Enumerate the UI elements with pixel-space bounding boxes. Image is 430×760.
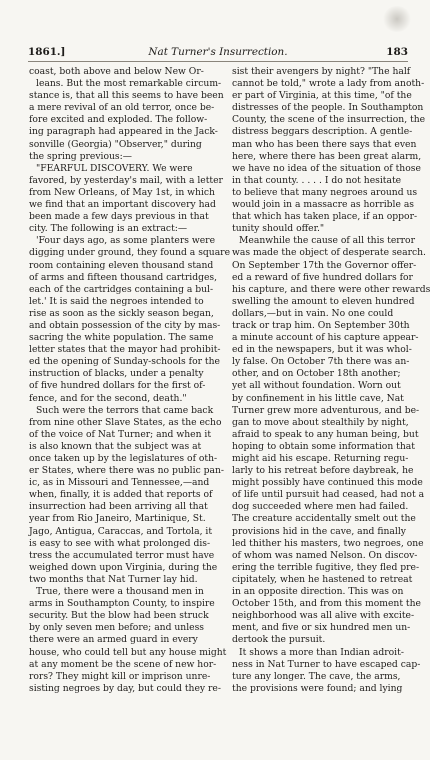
header-year: 1861.]: [28, 46, 66, 58]
text-line: distresses of the people. In Southampton: [232, 102, 424, 114]
text-line: in an opposite direction. This was on: [232, 586, 404, 598]
text-line: County, the scene of the insurrection, the: [232, 114, 426, 126]
text-line: by only seven men before; and unless: [29, 622, 205, 634]
text-line: ic, as in Missouri and Tennessee,—and: [29, 477, 210, 489]
text-line: swelling the amount to eleven hundred: [232, 295, 415, 307]
text-line: there were an armed guard in every: [29, 634, 198, 646]
text-line: Such were the terrors that came back: [36, 404, 214, 416]
running-header: [28, 44, 408, 60]
running-title: Nat Turner's Insurrection.: [148, 46, 288, 58]
text-line: let.' It is said the negroes intended to: [29, 295, 204, 307]
text-line: track or trap him. On September 30th: [232, 319, 410, 331]
text-line: insurrection had been arriving all that: [29, 501, 208, 513]
text-line: larly to his retreat before daybreak, he: [232, 465, 414, 477]
text-line: dertook the pursuit.: [232, 634, 326, 646]
text-line: of whom was named Nelson. On discov-: [232, 549, 418, 561]
text-line: distress beggars description. A gentle-: [232, 126, 413, 138]
text-line: a minute account of his capture appear-: [232, 332, 419, 344]
text-line: October 15th, and from this moment the: [232, 598, 421, 610]
page-stain: [382, 6, 412, 32]
text-line: neighborhood was all alive with excite-: [232, 610, 415, 622]
text-line: er part of Virginia, at this time, "of the: [232, 90, 412, 102]
text-line: rors? They might kill or imprison unre-: [29, 670, 211, 682]
text-line: Meanwhile the cause of all this terror: [239, 235, 415, 247]
text-line: fence, and for the second, death.": [29, 392, 187, 404]
text-line: we find that an important discovery had: [29, 199, 216, 211]
text-line: was made the object of desperate search.: [232, 247, 426, 259]
text-line: each of the cartridges containing a bul-: [29, 283, 214, 295]
text-line: It shows a more than Indian adroit-: [239, 646, 404, 658]
text-line: city. The following is an extract:—: [29, 223, 188, 235]
text-line: would join in a massacre as horrible as: [232, 199, 415, 211]
text-line: dog succeeded where men had failed.: [232, 501, 409, 513]
text-line: Turner grew more adventurous, and be-: [232, 404, 420, 416]
text-line: from New Orleans, of May 1st, in which: [29, 186, 215, 198]
text-line: 'Four days ago, as some planters were: [36, 235, 216, 247]
text-line: ness in Nat Turner to have escaped cap-: [232, 658, 421, 670]
text-line: provisions hid in the cave, and finally: [232, 525, 406, 537]
text-line: letter states that the mayor had prohibit-: [29, 344, 221, 356]
text-line: True, there were a thousand men in: [36, 586, 204, 598]
text-line: here, where there has been great alarm,: [232, 150, 422, 162]
text-line: year from Rio Janeiro, Martinique, St.: [29, 513, 206, 525]
text-line: ing paragraph had appeared in the Jack-: [29, 126, 218, 138]
text-line: ed in the newspapers, but it was whol-: [232, 344, 412, 356]
text-line: two months that Nat Turner lay hid.: [29, 573, 198, 585]
text-line: ed a reward of five hundred dollars for: [232, 271, 413, 283]
text-line: the spring previous:—: [29, 150, 132, 162]
text-line: room containing eleven thousand stand: [29, 259, 214, 271]
text-line: is easy to see with what prolonged dis-: [29, 537, 211, 549]
text-line: man who has been there says that even: [232, 138, 417, 150]
text-line: Jago, Antigua, Caraccas, and Tortola, it: [29, 525, 213, 537]
text-line: arms in Southampton County, to inspire: [29, 598, 215, 610]
text-line: coast, both above and below New Or-: [29, 66, 204, 77]
text-line: sisting negroes by day, but could they re-: [29, 682, 221, 694]
text-line: in that county. . . . . I do not hesitate: [232, 174, 402, 186]
text-line: dollars,—but in vain. No one could: [232, 307, 394, 319]
text-line: a mere revival of an old terror, once be-: [29, 102, 215, 114]
text-line: led thither his masters, two negroes, one: [232, 537, 424, 549]
text-line: cipitately, when he hastened to retreat: [232, 573, 413, 585]
text-line: rise as soon as the sickly season began,: [29, 307, 214, 319]
text-line: ed the opening of Sunday-schools for the: [29, 356, 220, 368]
text-line: afraid to speak to any human being, but: [232, 428, 419, 440]
text-line: instruction of blacks, under a penalty: [29, 368, 204, 380]
text-line: sacring the white population. The same: [29, 332, 214, 344]
text-line: ment, and five or six hundred men un-: [232, 622, 411, 634]
left-column: [29, 66, 231, 695]
text-line: of arms and fifteen thousand cartridges,: [29, 271, 218, 283]
page-number: 183: [386, 46, 408, 58]
text-line: er States, where there was no public pan-: [29, 465, 225, 477]
text-line: tunity should offer.": [232, 223, 325, 235]
text-line: sist their avengers by night? "The half: [232, 66, 411, 77]
text-line: tress the accumulated terror must have: [29, 549, 215, 561]
text-line: and obtain possession of the city by mas-: [29, 319, 221, 331]
right-column: [232, 66, 430, 695]
text-line: leans. But the most remarkable circum-: [36, 78, 222, 90]
text-line: weighed down upon Virginia, during the: [29, 561, 218, 573]
text-line: house, who could tell but any house might: [29, 646, 227, 658]
text-line: his capture, and there were other rewards: [232, 283, 430, 295]
text-line: gan to move about stealthily by night,: [232, 416, 409, 428]
text-line: the provisions were found; and lying: [232, 682, 403, 694]
text-line: ly false. On October 7th there was an-: [232, 356, 410, 368]
text-line: at any moment be the scene of new hor-: [29, 658, 217, 670]
text-line: digging under ground, they found a square: [29, 247, 231, 259]
text-line: to believe that many negroes around us: [232, 186, 418, 198]
text-line: of life until pursuit had ceased, had not a: [232, 489, 425, 501]
text-line: sonville (Georgia) "Observer," during: [29, 138, 202, 150]
text-line: cannot be told," wrote a lady from anoth-: [232, 78, 425, 90]
text-line: security. But the blow had been struck: [29, 610, 209, 622]
text-line: of five hundred dollars for the first of-: [29, 380, 206, 392]
text-line: hoping to obtain some information that: [232, 440, 415, 452]
text-line: On September 17th the Governor offer-: [232, 259, 417, 271]
text-line: once taken up by the legislatures of oth-: [29, 453, 218, 464]
text-line: we have no idea of the situation of those: [232, 162, 421, 174]
text-line: ering the terrible fugitive, they fled pre-: [232, 561, 420, 573]
text-line: when, finally, it is added that reports of: [29, 489, 213, 501]
text-line: that which has taken place, if an oppor-: [232, 211, 418, 223]
text-line: might possibly have continued this mode: [232, 477, 423, 489]
text-line: yet all without foundation. Worn out: [232, 380, 401, 392]
text-line: "FEARFUL DISCOVERY. We were: [36, 162, 193, 174]
header-rule: [28, 61, 408, 62]
text-line: ture any longer. The cave, the arms,: [232, 670, 401, 682]
text-line: favored, by yesterday's mail, with a letter: [29, 174, 223, 186]
text-line: been made a few days previous in that: [29, 211, 209, 223]
text-line: other, and on October 18th another;: [232, 368, 401, 380]
text-line: of the voice of Nat Turner; and when it: [29, 428, 212, 440]
text-line: stance is, that all this seems to have been: [29, 90, 224, 102]
text-line: is also known that the subject was at: [29, 440, 202, 452]
text-line: by confinement in his little cave, Nat: [232, 392, 404, 404]
text-line: might aid his escape. Returning regu-: [232, 453, 409, 464]
text-line: The creature accidentally smelt out the: [232, 513, 416, 525]
text-line: from nine other Slave States, as the echo: [29, 416, 222, 428]
text-line: fore excited and exploded. The follow-: [29, 114, 208, 126]
